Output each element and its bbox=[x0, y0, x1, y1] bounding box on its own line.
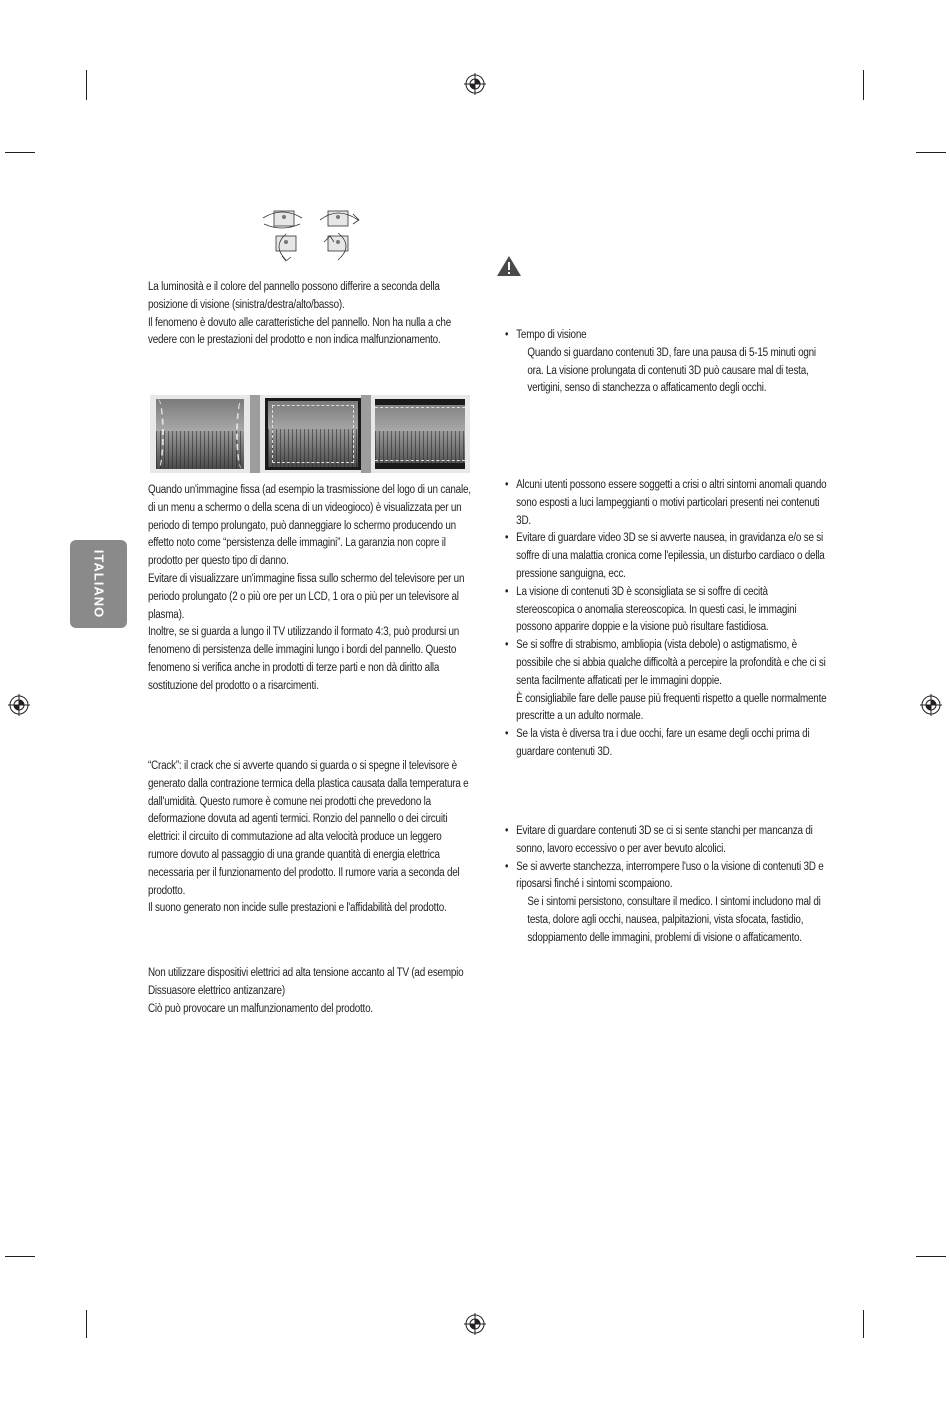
crop-mark-bottom-left-v bbox=[86, 1310, 87, 1338]
crop-mark-top-right-h bbox=[916, 152, 946, 153]
retention-photo bbox=[265, 398, 361, 470]
list-item: • Evitare di guardare contenuti 3D se ci si sente stanchi per mancanza di sonno, lavoro eccessivo o per aver bevuto alcolici. bbox=[505, 823, 828, 859]
image-retention-paragraph: Inoltre, se si guarda a lungo il TV utilizzando il formato 4:3, può prodursi un fenomeno di persistenza delle immagini lungo i bordi del pannello. Questo fenomeno si verifica anche in prodotti di terze parti e non dà diritto alla sostituzione del prodotto o a risarcimenti. bbox=[148, 626, 460, 692]
list-item: • Evitare di guardare video 3D se si avverte nausea, in gravidanza e/o se si soffre di una malattia cronica come l'epilessia, un disturbo cardiaco o della pressione sanguigna, ecc. bbox=[505, 530, 828, 583]
list-item-text: Se si avverte stanchezza, interrompere l'uso o la visione di contenuti 3D e riposarsi finché i sintomi scompaiono. bbox=[516, 860, 824, 891]
image-retention-photos bbox=[150, 395, 470, 473]
high-voltage-text bbox=[148, 965, 471, 1018]
list-item-extra: È consigliabile fare delle pause più frequenti rispetto a quelle normalmente prescritte a un adulto normale. bbox=[516, 692, 827, 723]
list-item bbox=[505, 859, 828, 948]
language-side-tab bbox=[70, 540, 127, 628]
viewing-angle-paragraph: La luminosità e il colore del pannello possono differire a seconda della posizione di visione (sinistra/destra/alto/basso). bbox=[148, 281, 440, 311]
health-warnings-list bbox=[505, 477, 828, 762]
crop-mark-top-left-v bbox=[86, 70, 87, 100]
sound-paragraph: “Crack”: il crack che si avverte quando si guarda o si spegne il televisore è generato dalla contrazione termica della plastica causata dalla temperatura e dall'umidità. Questo rumore è comune nei prodotti che prevedono la deformazione dovuta ad agenti termici. Ronzio del pannello o dei circuiti elettrici: il circuito di commutazione ad alta velocità produce un leggero rumore dovuto al passaggio di una grande quantità di energia elettrica necessaria per il funzionamento del prodotto. Il rumore varia a seconda del prodotto. bbox=[148, 760, 469, 897]
warning-triangle-icon bbox=[496, 255, 522, 277]
image-retention-text bbox=[148, 482, 478, 696]
high-voltage-paragraph: Ciò può provocare un malfunzionamento del prodotto. bbox=[148, 1002, 373, 1015]
list-item bbox=[505, 637, 828, 726]
crop-mark-bottom-left-h bbox=[5, 1256, 35, 1257]
viewing-time-list bbox=[505, 327, 828, 398]
registration-mark-icon bbox=[464, 73, 486, 95]
language-side-tab-label: ITALIANO bbox=[91, 549, 106, 619]
list-item-extra: Se i sintomi persistono, consultare il medico. I sintomi includono mal di testa, dolore agli occhi, nausea, palpitazioni, vista sfocata, fastidio, sdoppiamento delle immagini, problemi di visione o affaticamento. bbox=[527, 896, 821, 944]
list-item: • La visione di contenuti 3D è sconsigliata se si soffre di cecità stereoscopica o anomalia stereoscopica. In questi casi, le immagini possono apparire doppie e la visione può risultare fastidiosa. bbox=[505, 584, 828, 637]
registration-mark-icon bbox=[920, 694, 942, 716]
viewing-angle-text bbox=[148, 279, 471, 350]
high-voltage-paragraph: Non utilizzare dispositivi elettrici ad alta tensione accanto al TV (ad esempio Dissuasore elettrico antizanzare) bbox=[148, 967, 464, 997]
image-retention-paragraph: Quando un'immagine fissa (ad esempio la trasmissione del logo di un canale, di un menu a schermo o della scena di un videogioco) è visualizzata per un periodo di tempo prolungato, può danneggiare lo schermo producendo un effetto noto come “persistenza delle immagini”. La garanzia non copre il prodotto per questo tipo di danno. bbox=[148, 484, 471, 568]
list-item-text: Se si soffre di strabismo, ambliopia (vista debole) o astigmatismo, è possibile che si abbia qualche difficoltà a percepire la profondità e che ci si senta facilmente affaticati per le immagini doppie. bbox=[516, 639, 826, 687]
list-item: • Se la vista è diversa tra i due occhi, fare un esame degli occhi prima di guardare contenuti 3D. bbox=[505, 726, 828, 762]
fatigue-warnings-list bbox=[505, 823, 828, 948]
image-retention-paragraph: Evitare di visualizzare un'immagine fissa sullo schermo del televisore per un periodo prolungato (2 o più ore per un LCD, 1 ora o più per un televisore al plasma). bbox=[148, 572, 465, 621]
retention-photo bbox=[375, 399, 465, 469]
list-item: • Alcuni utenti possono essere soggetti a crisi o altri sintomi anomali quando sono esposti a luci lampeggianti o motivi particolari presenti nei contenuti 3D. bbox=[505, 477, 828, 530]
registration-mark-icon bbox=[8, 694, 30, 716]
sound-text bbox=[148, 758, 471, 918]
viewing-angle-tv-icon bbox=[258, 206, 366, 264]
photo-divider bbox=[250, 395, 260, 473]
retention-photo bbox=[156, 399, 244, 469]
crop-mark-top-right-v bbox=[863, 70, 864, 100]
photo-divider bbox=[361, 395, 371, 473]
list-item bbox=[505, 327, 828, 398]
viewing-angle-paragraph: Il fenomeno è dovuto alle caratteristiche del pannello. Non ha nulla a che vedere con le prestazioni del prodotto e non indica malfunzionamento. bbox=[148, 316, 451, 347]
registration-mark-icon bbox=[464, 1313, 486, 1335]
crop-mark-top-left-h bbox=[5, 152, 35, 153]
crop-mark-bottom-right-h bbox=[916, 1256, 946, 1257]
viewing-time-body: Quando si guardano contenuti 3D, fare una pausa di 5-15 minuti ogni ora. La visione prolungata di contenuti 3D può causare mal di testa, vertigini, senso di stanchezza o affaticamento degli occhi. bbox=[527, 346, 816, 395]
sound-paragraph: Il suono generato non incide sulle prestazioni e l'affidabilità del prodotto. bbox=[148, 902, 447, 915]
viewing-time-title: Tempo di visione bbox=[516, 329, 587, 341]
crop-mark-bottom-right-v bbox=[863, 1310, 864, 1338]
